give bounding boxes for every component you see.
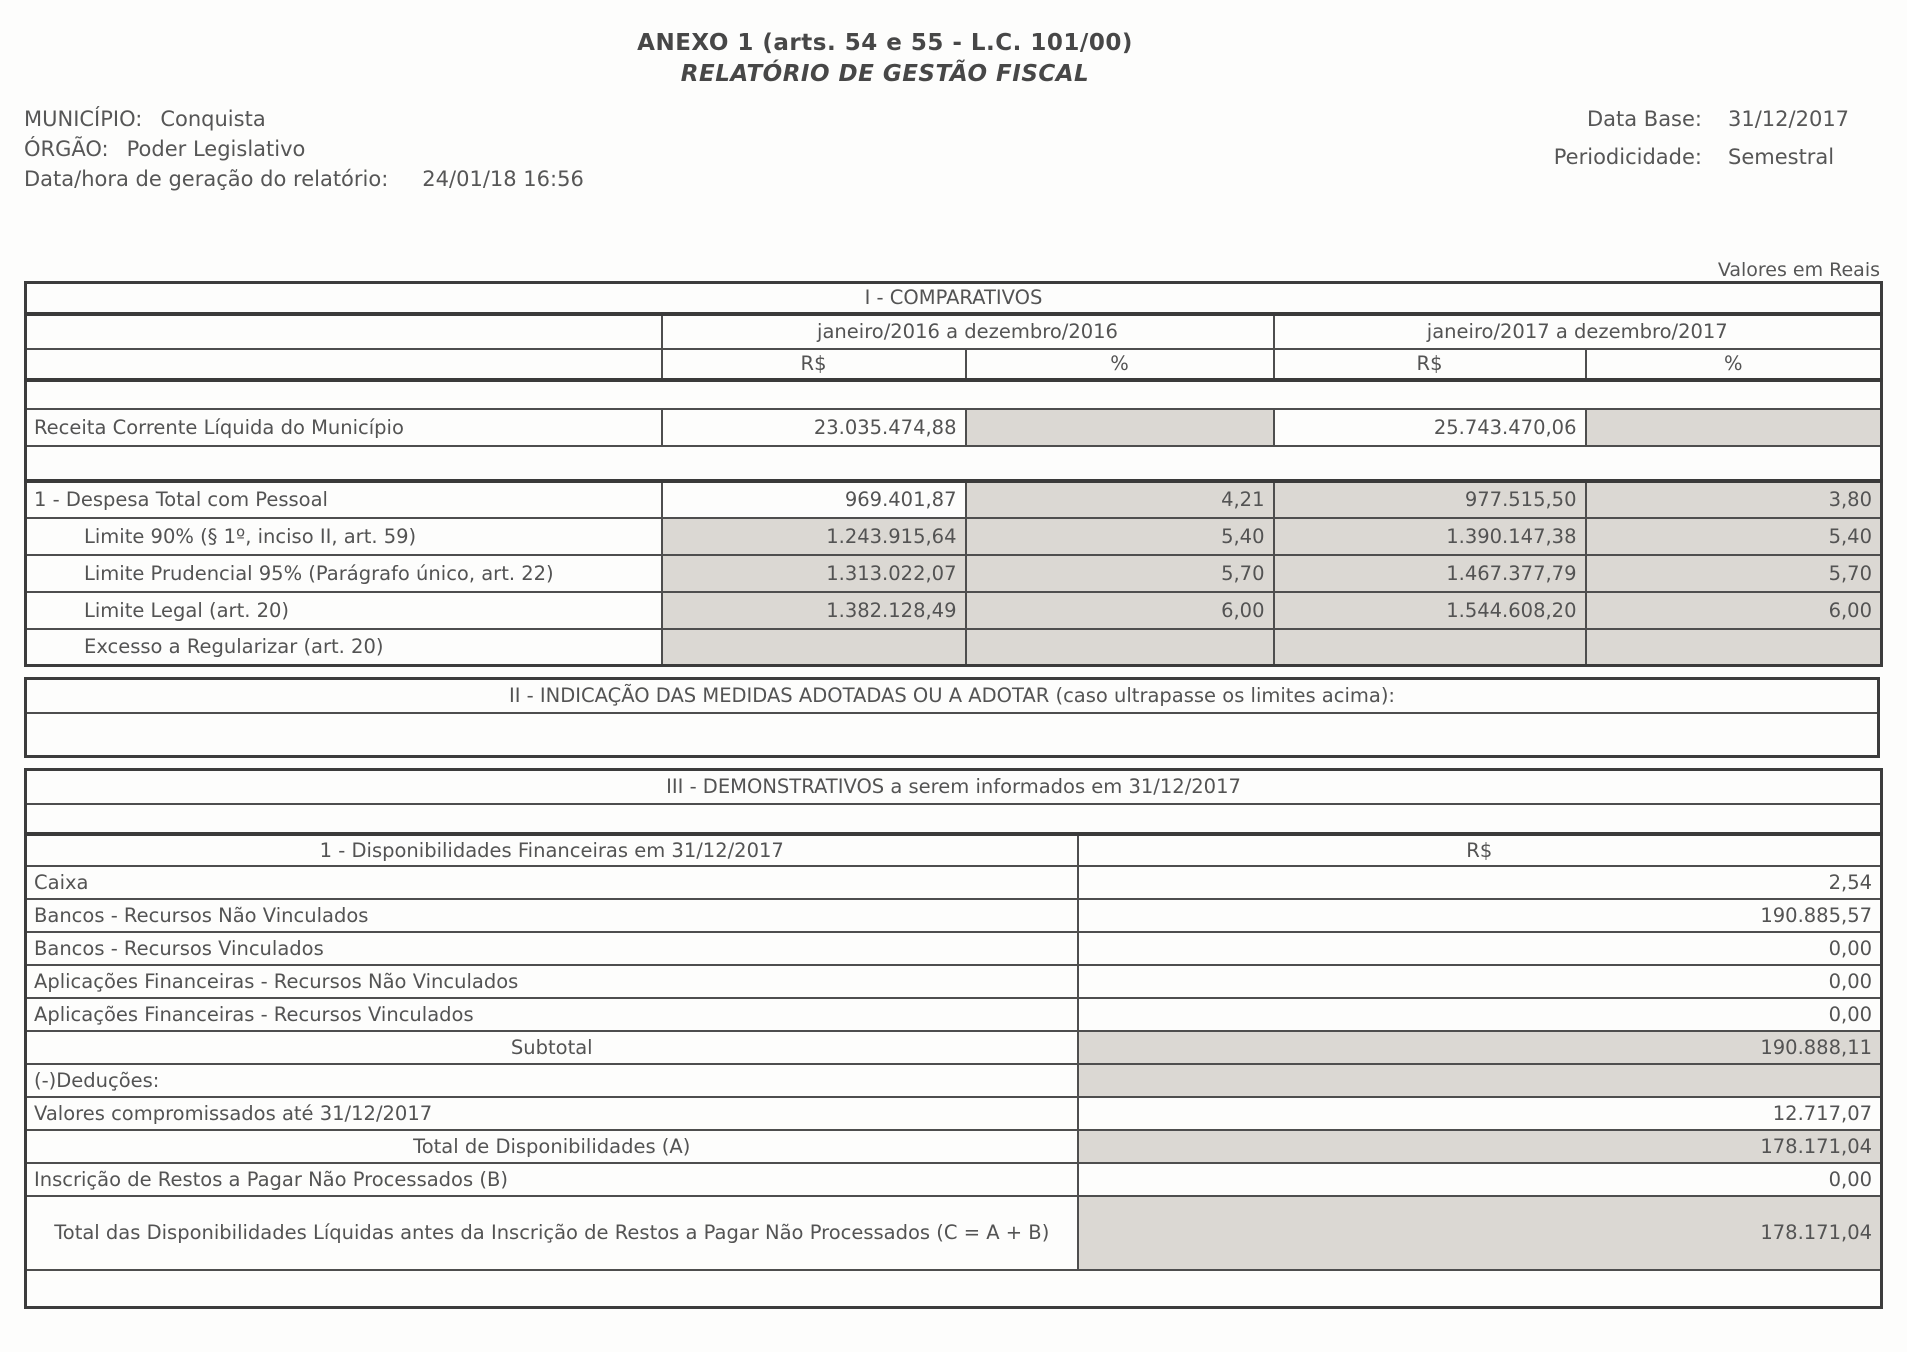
meta-left	[24, 107, 584, 197]
row-label: Subtotal	[26, 1031, 1078, 1064]
spacer-row	[26, 446, 1882, 481]
table-row-deducoes	[26, 1064, 1882, 1097]
orgao-label: ÓRGÃO:	[24, 137, 109, 161]
demonstrativos-table	[24, 768, 1883, 1309]
table-row-aplicacoes-nao-vinculados	[26, 965, 1882, 998]
row-label: 1 - Despesa Total com Pessoal	[26, 481, 662, 518]
disponibilidades-header-row	[26, 834, 1882, 866]
table-row-receita	[26, 409, 1882, 446]
pct-2017-cell: 6,00	[1586, 592, 1882, 629]
annex-title: ANEXO 1 (arts. 54 e 55 - L.C. 101/00)	[637, 30, 1133, 56]
spacer-row	[26, 380, 1882, 409]
periodicidade-value: Semestral	[1728, 145, 1835, 169]
table-row-limite-legal	[26, 592, 1882, 629]
pct-2017-cell: 3,80	[1586, 481, 1882, 518]
pct-2016-cell: 5,40	[966, 518, 1274, 555]
generation-value: 24/01/18 16:56	[422, 167, 584, 191]
comparativos-table	[24, 281, 1883, 667]
disponibilidades-header-value: R$	[1078, 834, 1882, 866]
spacer-row	[26, 804, 1882, 834]
pct-2016-cell: 4,21	[966, 481, 1274, 518]
rs-2016-header: R$	[662, 349, 966, 380]
orgao-row	[24, 137, 584, 161]
currency-note: Valores em Reais	[1717, 259, 1880, 281]
pct-2016-cell: 5,70	[966, 555, 1274, 592]
row-value: 190.888,11	[1078, 1031, 1882, 1064]
row-label: Excesso a Regularizar (art. 20)	[26, 629, 662, 666]
pct-2017-cell: 5,70	[1586, 555, 1882, 592]
table-row-limite90	[26, 518, 1882, 555]
table-row-bancos-nao-vinculados	[26, 899, 1882, 932]
rs-2016-cell: 1.382.128,49	[662, 592, 966, 629]
row-label: Inscrição de Restos a Pagar Não Processados (B)	[26, 1163, 1078, 1196]
section2-body	[26, 713, 1879, 757]
table-row-excesso	[26, 629, 1882, 666]
pct-2016-cell	[966, 629, 1274, 666]
row-label: Aplicações Financeiras - Recursos Vinculados	[26, 998, 1078, 1031]
pct-2017-header: %	[1586, 349, 1882, 380]
table-row-subtotal	[26, 1031, 1882, 1064]
pct-2017-cell: 5,40	[1586, 518, 1882, 555]
table-row-inscricao-restos-b	[26, 1163, 1882, 1196]
rs-2016-cell: 1.313.022,07	[662, 555, 966, 592]
table-row-total-liquidas-c	[26, 1196, 1882, 1270]
spacer-cell	[26, 1270, 1882, 1308]
row-label: Valores compromissados até 31/12/2017	[26, 1097, 1078, 1130]
municipio-row	[24, 107, 584, 131]
section1-title-row	[26, 283, 1882, 314]
medidas-table	[24, 677, 1880, 758]
pct-2017-cell	[1586, 409, 1882, 446]
table-row-valores-compromissados	[26, 1097, 1882, 1130]
rs-2017-cell: 1.544.608,20	[1274, 592, 1586, 629]
section2-title-row	[26, 679, 1879, 713]
spacer-cell	[26, 446, 1882, 481]
empty-cell	[26, 314, 662, 349]
row-label: Total das Disponibilidades Líquidas antes da Inscrição de Restos a Pagar Não Processados (C = A + B)	[26, 1196, 1078, 1270]
municipio-label: MUNICÍPIO:	[24, 107, 143, 131]
spacer-cell	[26, 380, 1882, 409]
rs-2016-cell: 23.035.474,88	[662, 409, 966, 446]
period-2016-header: janeiro/2016 a dezembro/2016	[662, 314, 1274, 349]
row-value: 12.717,07	[1078, 1097, 1882, 1130]
report-meta	[24, 107, 1880, 197]
row-label: Receita Corrente Líquida do Município	[26, 409, 662, 446]
title-block	[0, 0, 1770, 87]
section2-body-row	[26, 713, 1879, 757]
row-label: Caixa	[26, 866, 1078, 899]
table-row-limite-prudencial	[26, 555, 1882, 592]
data-base-value: 31/12/2017	[1728, 107, 1850, 131]
disponibilidades-header-label: 1 - Disponibilidades Financeiras em 31/12/2017	[26, 834, 1078, 866]
period-header-row	[26, 314, 1882, 349]
rs-2016-cell: 1.243.915,64	[662, 518, 966, 555]
pct-2017-cell	[1586, 629, 1882, 666]
pct-2016-cell: 6,00	[966, 592, 1274, 629]
rs-2017-header: R$	[1274, 349, 1586, 380]
row-label: Limite Prudencial 95% (Parágrafo único, art. 22)	[26, 555, 662, 592]
meta-right	[1554, 107, 1880, 177]
row-value: 0,00	[1078, 998, 1882, 1031]
section3-title: III - DEMONSTRATIVOS a serem informados em 31/12/2017	[26, 770, 1882, 804]
row-value: 2,54	[1078, 866, 1882, 899]
section3-title-row	[26, 770, 1882, 804]
municipio-value: Conquista	[160, 107, 266, 131]
row-label: Bancos - Recursos Não Vinculados	[26, 899, 1078, 932]
rs-2017-cell	[1274, 629, 1586, 666]
table-row-despesa	[26, 481, 1882, 518]
rs-2016-cell	[662, 629, 966, 666]
spacer-cell	[26, 804, 1882, 834]
row-value: 0,00	[1078, 932, 1882, 965]
rs-2017-cell: 25.743.470,06	[1274, 409, 1586, 446]
row-value	[1078, 1064, 1882, 1097]
period-2017-header: janeiro/2017 a dezembro/2017	[1274, 314, 1882, 349]
rs-2017-cell: 1.390.147,38	[1274, 518, 1586, 555]
rs-2017-cell: 1.467.377,79	[1274, 555, 1586, 592]
report-title: RELATÓRIO DE GESTÃO FISCAL	[680, 61, 1090, 87]
table-row-total-disponibilidades-a	[26, 1130, 1882, 1163]
row-label: Total de Disponibilidades (A)	[26, 1130, 1078, 1163]
section2-title: II - INDICAÇÃO DAS MEDIDAS ADOTADAS OU A ADOTAR (caso ultrapasse os limites acima):	[26, 679, 1879, 713]
spacer-row	[26, 1270, 1882, 1308]
row-label: Aplicações Financeiras - Recursos Não Vinculados	[26, 965, 1078, 998]
row-value: 190.885,57	[1078, 899, 1882, 932]
table-row-bancos-vinculados	[26, 932, 1882, 965]
units-header-row	[26, 349, 1882, 380]
rs-2016-cell: 969.401,87	[662, 481, 966, 518]
row-label: (-)Deduções:	[26, 1064, 1078, 1097]
rs-2017-cell: 977.515,50	[1274, 481, 1586, 518]
data-base-label: Data Base:	[1586, 107, 1702, 131]
table-row-caixa	[26, 866, 1882, 899]
periodicidade-label: Periodicidade:	[1553, 145, 1702, 169]
row-label: Bancos - Recursos Vinculados	[26, 932, 1078, 965]
empty-cell	[26, 349, 662, 380]
table-row-aplicacoes-vinculados	[26, 998, 1882, 1031]
orgao-value: Poder Legislativo	[126, 137, 306, 161]
generation-label: Data/hora de geração do relatório:	[24, 167, 389, 191]
row-value: 0,00	[1078, 965, 1882, 998]
pct-2016-cell	[966, 409, 1274, 446]
row-value: 178.171,04	[1078, 1130, 1882, 1163]
row-label: Limite 90% (§ 1º, inciso II, art. 59)	[26, 518, 662, 555]
row-value: 178.171,04	[1078, 1196, 1882, 1270]
pct-2016-header: %	[966, 349, 1274, 380]
generation-row	[24, 167, 584, 191]
section1-title: I - COMPARATIVOS	[26, 283, 1882, 314]
row-value: 0,00	[1078, 1163, 1882, 1196]
row-label: Limite Legal (art. 20)	[26, 592, 662, 629]
